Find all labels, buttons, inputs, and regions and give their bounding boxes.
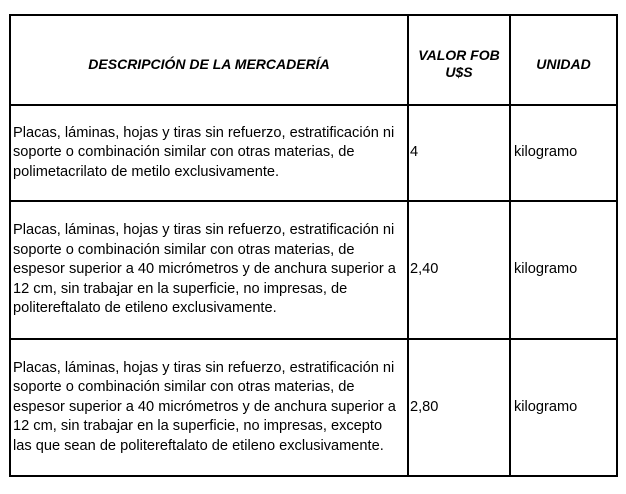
cell-unidad: kilogramo [510,105,617,201]
header-descripcion: DESCRIPCIÓN DE LA MERCADERÍA [10,15,408,105]
cell-unidad: kilogramo [510,201,617,339]
cell-descripcion: Placas, láminas, hojas y tiras sin refuerzo, estratificación ni soporte o combinación similar con otras materias, de espesor superior a 40 micrómetros y de anchura superior a 12 cm, sin trabajar en la superficie, no impresas, excepto las que sean de politereftalato de etileno exclusivamente. [10,339,408,476]
table-row [10,339,617,476]
cell-descripcion: Placas, láminas, hojas y tiras sin refuerzo, estratificación ni soporte o combinación similar con otras materias, de polimetacrilato de metilo exclusivamente. [10,105,408,201]
cell-unidad: kilogramo [510,339,617,476]
cell-descripcion: Placas, láminas, hojas y tiras sin refuerzo, estratificación ni soporte o combinación similar con otras materias, de espesor superior a 40 micrómetros y de anchura superior a 12 cm, sin trabajar en la superficie, no impresas, de politereftalato de etileno exclusivamente. [10,201,408,339]
cell-valor: 4 [408,105,510,201]
header-unidad: UNIDAD [510,15,617,105]
merchandise-table [9,14,618,477]
table-row [10,105,617,201]
header-row [10,15,617,105]
header-valor-fob: VALOR FOB U$S [408,15,510,105]
table-row [10,201,617,339]
cell-valor: 2,80 [408,339,510,476]
cell-valor: 2,40 [408,201,510,339]
